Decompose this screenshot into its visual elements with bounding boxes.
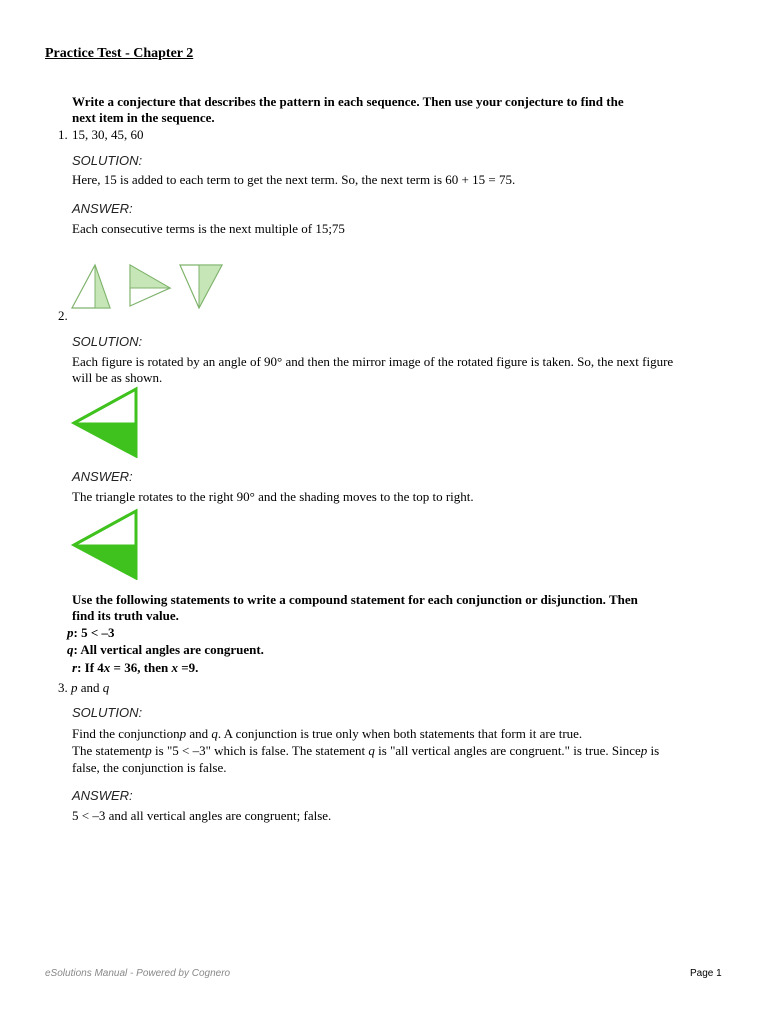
q3-prompt bbox=[58, 680, 109, 696]
q3-sol-line1-q: q bbox=[211, 726, 218, 741]
q1-number: 1. bbox=[58, 127, 68, 142]
section2-instruction-line2: find its truth value. bbox=[72, 608, 179, 623]
q1-answer-label: ANSWER: bbox=[72, 201, 133, 216]
q2-number: 2. bbox=[58, 308, 68, 323]
statement-q-variable: q bbox=[67, 642, 74, 657]
q3-sol-line2-p2: p bbox=[640, 743, 648, 758]
q3-p: p bbox=[71, 680, 78, 695]
triangle-figure-1 bbox=[72, 265, 110, 308]
q3-solution-line1 bbox=[72, 726, 582, 742]
statement-p-variable: p bbox=[67, 625, 74, 640]
statement-p bbox=[67, 625, 115, 641]
q1-solution-text: Here, 15 is added to each term to get the next term. So, the next term is 60 + 15 = 75. bbox=[72, 172, 516, 187]
q1-solution-label: SOLUTION: bbox=[72, 153, 143, 168]
q3-answer-text: 5 < –3 and all vertical angles are congruent; false. bbox=[72, 808, 332, 823]
statement-r-x-1: x bbox=[103, 660, 111, 675]
q3-sol-line2-b: is "5 < –3" which is false. The statement bbox=[151, 743, 369, 758]
q2-answer-text: The triangle rotates to the right 90° and the shading moves to the top to right. bbox=[72, 489, 474, 504]
footer-page-number: Page 1 bbox=[690, 968, 722, 979]
section1-instruction-line1: Write a conjecture that describes the pattern in each sequence. Then use your conjecture to find the bbox=[72, 94, 624, 109]
q3-sol-line2-p: p bbox=[145, 743, 152, 758]
q2-figure-sequence bbox=[70, 262, 230, 312]
statement-r-text-3: =9. bbox=[178, 660, 199, 675]
q2-solution-label: SOLUTION: bbox=[72, 334, 143, 349]
statement-r-text-2: = 36, then bbox=[110, 660, 172, 675]
q3-q: q bbox=[102, 680, 110, 695]
q3-sol-line2-a: The statement bbox=[72, 743, 146, 758]
statement-r-x-2: x bbox=[171, 660, 178, 675]
statement-q bbox=[67, 642, 264, 658]
statement-r bbox=[72, 660, 198, 676]
q2-solution-line1: Each figure is rotated by an angle of 90° and then the mirror image of the rotated figure is taken. So, the next figure bbox=[72, 354, 674, 369]
q3-number: 3. bbox=[58, 680, 68, 695]
q2-solution-figure bbox=[70, 386, 142, 458]
q3-sol-line2-d: is bbox=[647, 743, 660, 758]
q1-answer-text: Each consecutive terms is the next multiple of 15;75 bbox=[72, 221, 345, 236]
q3-sol-line1-b: and bbox=[186, 726, 212, 741]
q2-solution-line2: will be as shown. bbox=[72, 370, 163, 385]
page-title: Practice Test - Chapter 2 bbox=[45, 46, 194, 61]
q3-sol-line1-c: . A conjunction is true only when both statements that form it are true. bbox=[217, 726, 583, 741]
footer-brand: eSolutions Manual - Powered by Cognero bbox=[45, 968, 231, 979]
q3-sol-line2-c: is "all vertical angles are congruent." is true. Since bbox=[374, 743, 641, 758]
triangle-figure-3 bbox=[180, 265, 222, 308]
q3-and: and bbox=[80, 680, 100, 695]
q1-prompt: 15, 30, 45, 60 bbox=[72, 127, 144, 142]
q3-sol-line2-q: q bbox=[368, 743, 375, 758]
q2-answer-label: ANSWER: bbox=[72, 469, 133, 484]
q2-answer-figure bbox=[70, 508, 142, 580]
q3-sol-line1-p: p bbox=[179, 726, 187, 741]
q3-sol-line1-a: Find the conjunction bbox=[72, 726, 180, 741]
statement-r-text-1: : If 4 bbox=[77, 660, 104, 675]
triangle-figure-2 bbox=[130, 265, 170, 306]
statement-q-text: : All vertical angles are congruent. bbox=[73, 642, 264, 657]
q3-solution-line2 bbox=[72, 743, 659, 759]
section2-instruction-line1: Use the following statements to write a compound statement for each conjunction or disjunction. Then bbox=[72, 592, 638, 607]
q3-solution-line3: false, the conjunction is false. bbox=[72, 760, 227, 775]
q3-answer-label: ANSWER: bbox=[72, 788, 133, 803]
q3-solution-label: SOLUTION: bbox=[72, 705, 143, 720]
statement-p-text: : 5 < –3 bbox=[73, 625, 115, 640]
section1-instruction-line2: next item in the sequence. bbox=[72, 110, 215, 125]
statement-r-variable: r bbox=[72, 660, 78, 675]
